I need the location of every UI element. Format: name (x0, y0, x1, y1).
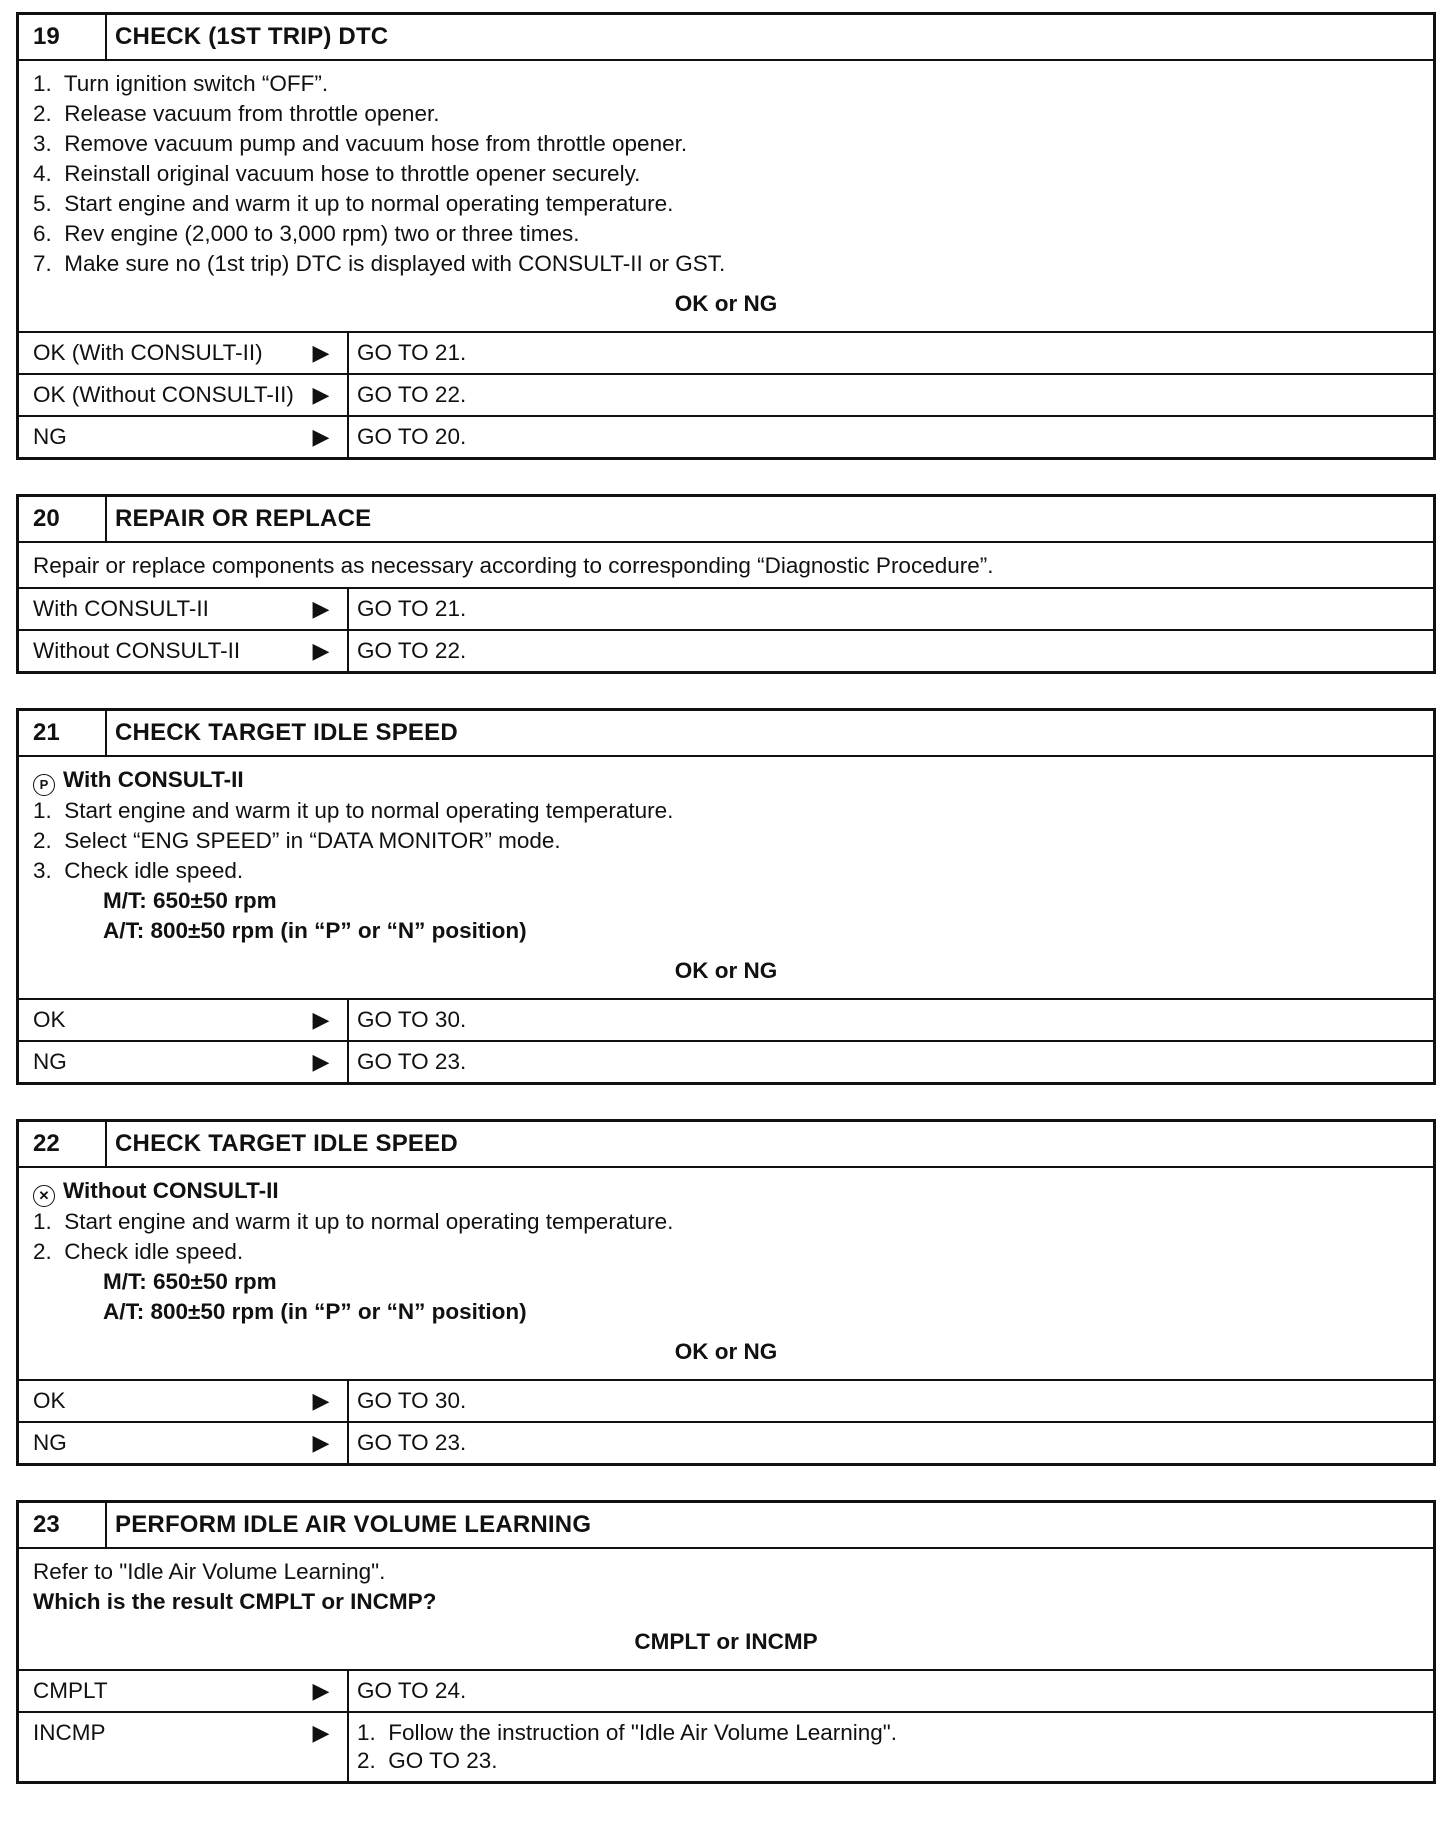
action-line: GO TO 20. (357, 424, 467, 449)
arrow-right-icon: ▶ (312, 1007, 330, 1032)
result-action (349, 589, 1433, 629)
step-title: REPAIR OR REPLACE (115, 505, 372, 532)
step-number: 21 (19, 711, 107, 755)
step-title: CHECK TARGET IDLE SPEED (115, 1130, 458, 1157)
action-line: 2. GO TO 23. (357, 1748, 498, 1773)
result-action (349, 631, 1433, 671)
result-row (19, 373, 1433, 415)
step-header (19, 15, 1433, 61)
result-condition (19, 1381, 349, 1421)
spec-line: M/T: 650±50 rpm (103, 1269, 277, 1294)
mode-label: Without CONSULT-II (63, 1178, 279, 1203)
arrow-right-icon: ▶ (312, 1430, 330, 1455)
condition-label: NG (33, 424, 67, 449)
result-row (19, 415, 1433, 457)
result-action (349, 1713, 1433, 1781)
result-rows (19, 1000, 1433, 1082)
result-action (349, 1000, 1433, 1040)
arrow-right-icon: ▶ (312, 382, 330, 407)
mode-heading (33, 1176, 1419, 1207)
arrow-right-icon: ▶ (312, 638, 330, 663)
arrow-right-icon: ▶ (312, 596, 330, 621)
result-row (19, 629, 1433, 671)
spec-line: M/T: 650±50 rpm (103, 888, 277, 913)
action-line: 1. Follow the instruction of "Idle Air Volume Learning". (357, 1720, 898, 1745)
condition-label: CMPLT (33, 1678, 108, 1703)
condition-label: INCMP (33, 1720, 106, 1745)
step-instructions (19, 1549, 1433, 1671)
decision-label: CMPLT or INCMP (634, 1629, 818, 1654)
result-action (349, 1381, 1433, 1421)
step-instructions (19, 61, 1433, 333)
diagnostic-procedure-page (16, 12, 1436, 1818)
result-condition (19, 1713, 349, 1781)
arrow-right-icon: ▶ (312, 1388, 330, 1413)
result-condition (19, 375, 349, 415)
condition-label: With CONSULT-II (33, 596, 209, 621)
result-rows (19, 333, 1433, 457)
step-22 (16, 1119, 1436, 1466)
instruction-line: 3. Remove vacuum pump and vacuum hose from throttle opener. (33, 131, 688, 156)
instruction-line: Repair or replace components as necessary according to corresponding “Diagnostic Procedure”. (33, 553, 994, 578)
result-action (349, 1423, 1433, 1463)
condition-label: OK (With CONSULT-II) (33, 340, 263, 365)
arrow-right-icon: ▶ (312, 340, 330, 365)
result-row (19, 1671, 1433, 1711)
consult-icon: P (33, 774, 55, 796)
action-line: GO TO 24. (357, 1678, 467, 1703)
result-action (349, 1042, 1433, 1082)
condition-label: OK (33, 1007, 66, 1032)
no-tools-icon: ✕ (33, 1185, 55, 1207)
action-line: GO TO 22. (357, 638, 467, 663)
result-action (349, 1671, 1433, 1711)
result-condition (19, 589, 349, 629)
result-row (19, 1040, 1433, 1082)
action-line: GO TO 21. (357, 596, 467, 621)
step-23 (16, 1500, 1436, 1784)
result-condition (19, 1423, 349, 1463)
result-action (349, 333, 1433, 373)
condition-label: OK (Without CONSULT-II) (33, 382, 294, 407)
decision-label: OK or NG (674, 958, 778, 983)
instruction-line: 2. Select “ENG SPEED” in “DATA MONITOR” mode. (33, 828, 561, 853)
action-line: GO TO 21. (357, 340, 467, 365)
mode-label: With CONSULT-II (63, 767, 244, 792)
result-action (349, 417, 1433, 457)
step-title: CHECK TARGET IDLE SPEED (115, 719, 458, 746)
arrow-right-icon: ▶ (312, 1049, 330, 1074)
decision-label: OK or NG (674, 291, 778, 316)
mode-heading (33, 765, 1419, 796)
condition-label: Without CONSULT-II (33, 638, 241, 663)
instruction-line: 2. Check idle speed. (33, 1239, 244, 1264)
step-number: 22 (19, 1122, 107, 1166)
instruction-line: 1. Start engine and warm it up to normal operating temperature. (33, 798, 674, 823)
instruction-line: 5. Start engine and warm it up to normal operating temperature. (33, 191, 674, 216)
step-number: 19 (19, 15, 107, 59)
result-condition (19, 631, 349, 671)
step-instructions (19, 543, 1433, 589)
spec-line: A/T: 800±50 rpm (in “P” or “N” position) (103, 1299, 527, 1324)
result-rows (19, 1381, 1433, 1463)
step-title: CHECK (1ST TRIP) DTC (115, 23, 389, 50)
result-row (19, 1381, 1433, 1421)
result-row (19, 333, 1433, 373)
instruction-line: 3. Check idle speed. (33, 858, 244, 883)
action-line: GO TO 30. (357, 1007, 467, 1032)
arrow-right-icon: ▶ (312, 1720, 330, 1745)
result-condition (19, 1000, 349, 1040)
result-row (19, 589, 1433, 629)
step-title: PERFORM IDLE AIR VOLUME LEARNING (115, 1511, 592, 1538)
step-instructions (19, 1168, 1433, 1381)
arrow-right-icon: ▶ (312, 424, 330, 449)
step-number: 20 (19, 497, 107, 541)
result-condition (19, 333, 349, 373)
question-line: Which is the result CMPLT or INCMP? (33, 1589, 437, 1614)
instruction-line: 1. Start engine and warm it up to normal operating temperature. (33, 1209, 674, 1234)
step-header (19, 1503, 1433, 1549)
condition-label: NG (33, 1049, 67, 1074)
step-header (19, 711, 1433, 757)
condition-label: NG (33, 1430, 67, 1455)
result-condition (19, 1042, 349, 1082)
step-header (19, 497, 1433, 543)
step-header (19, 1122, 1433, 1168)
result-condition (19, 417, 349, 457)
result-row (19, 1421, 1433, 1463)
step-instructions (19, 757, 1433, 1000)
result-rows (19, 589, 1433, 671)
arrow-right-icon: ▶ (312, 1678, 330, 1703)
result-condition (19, 1671, 349, 1711)
step-21 (16, 708, 1436, 1085)
step-19 (16, 12, 1436, 460)
action-line: GO TO 22. (357, 382, 467, 407)
result-rows (19, 1671, 1433, 1781)
spec-line: A/T: 800±50 rpm (in “P” or “N” position) (103, 918, 527, 943)
instruction-line: 6. Rev engine (2,000 to 3,000 rpm) two or three times. (33, 221, 580, 246)
condition-label: OK (33, 1388, 66, 1413)
result-row (19, 1000, 1433, 1040)
step-20 (16, 494, 1436, 674)
instruction-line: 2. Release vacuum from throttle opener. (33, 101, 440, 126)
action-line: GO TO 30. (357, 1388, 467, 1413)
action-line: GO TO 23. (357, 1430, 467, 1455)
instruction-line: 7. Make sure no (1st trip) DTC is displayed with CONSULT-II or GST. (33, 251, 726, 276)
result-action (349, 375, 1433, 415)
action-line: GO TO 23. (357, 1049, 467, 1074)
decision-label: OK or NG (674, 1339, 778, 1364)
result-row (19, 1711, 1433, 1781)
instruction-line: Refer to "Idle Air Volume Learning". (33, 1559, 386, 1584)
instruction-line: 4. Reinstall original vacuum hose to throttle opener securely. (33, 161, 641, 186)
step-number: 23 (19, 1503, 107, 1547)
instruction-line: 1. Turn ignition switch “OFF”. (33, 71, 329, 96)
